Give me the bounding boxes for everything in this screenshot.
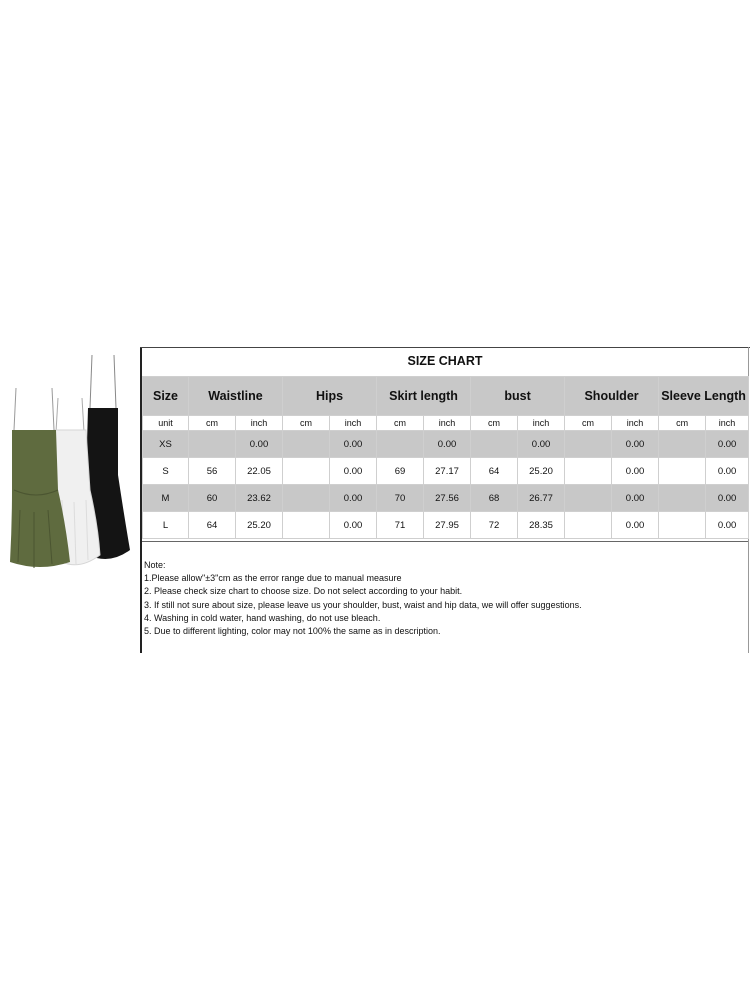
- header-sleeve-length: Sleeve Length: [659, 377, 749, 416]
- table-cell: 56: [189, 458, 236, 485]
- table-cell: [659, 458, 706, 485]
- unit-cell: cm: [565, 416, 612, 431]
- note-item: 5. Due to different lighting, color may not 100% the same as in description.: [144, 626, 441, 637]
- notes-heading: Note:: [144, 560, 166, 570]
- table-cell: 0.00: [424, 431, 471, 458]
- unit-cell: inch: [236, 416, 283, 431]
- unit-cell: cm: [189, 416, 236, 431]
- table-cell: 27.17: [424, 458, 471, 485]
- table-row: [143, 512, 749, 539]
- product-image: [0, 350, 138, 612]
- table-cell: [377, 431, 424, 458]
- table-cell: 0.00: [330, 512, 377, 539]
- table-header-row: [143, 377, 749, 416]
- header-skirt-length: Skirt length: [377, 377, 471, 416]
- unit-cell: cm: [471, 416, 518, 431]
- table-cell: 70: [377, 485, 424, 512]
- size-chart: [140, 347, 750, 653]
- table-cell: [283, 485, 330, 512]
- table-cell: 0.00: [518, 431, 565, 458]
- table-row: [143, 431, 749, 458]
- table-cell: 0.00: [330, 458, 377, 485]
- table-cell: 0.00: [612, 458, 659, 485]
- header-shoulder: Shoulder: [565, 377, 659, 416]
- unit-cell: cm: [283, 416, 330, 431]
- size-label: S: [143, 458, 189, 485]
- unit-cell: unit: [143, 416, 189, 431]
- table-cell: [565, 485, 612, 512]
- table-cell: [659, 485, 706, 512]
- note-item: 4. Washing in cold water, hand washing, do not use bleach.: [144, 612, 381, 623]
- table-cell: [189, 431, 236, 458]
- notes: [144, 559, 744, 638]
- table-cell: [565, 458, 612, 485]
- unit-cell: inch: [706, 416, 749, 431]
- table-cell: 0.00: [706, 485, 749, 512]
- table-cell: 64: [471, 458, 518, 485]
- unit-cell: inch: [612, 416, 659, 431]
- table-cell: [283, 458, 330, 485]
- note-item: 2. Please check size chart to choose size. Do not select according to your habit.: [144, 586, 463, 597]
- header-size: Size: [143, 377, 189, 416]
- table-cell: 22.05: [236, 458, 283, 485]
- table-bottom-border: [142, 541, 748, 542]
- size-label: M: [143, 485, 189, 512]
- unit-cell: inch: [330, 416, 377, 431]
- table-cell: 0.00: [612, 512, 659, 539]
- unit-cell: inch: [518, 416, 565, 431]
- table-cell: [283, 512, 330, 539]
- table-cell: 27.95: [424, 512, 471, 539]
- table-cell: 28.35: [518, 512, 565, 539]
- size-label: XS: [143, 431, 189, 458]
- table-cell: 64: [189, 512, 236, 539]
- table-row: [143, 485, 749, 512]
- table-cell: [659, 512, 706, 539]
- header-hips: Hips: [283, 377, 377, 416]
- table-cell: 0.00: [330, 431, 377, 458]
- unit-cell: cm: [377, 416, 424, 431]
- table-cell: 23.62: [236, 485, 283, 512]
- table-cell: 0.00: [612, 485, 659, 512]
- table-cell: 0.00: [706, 458, 749, 485]
- table-cell: 26.77: [518, 485, 565, 512]
- chart-title: SIZE CHART: [407, 354, 483, 368]
- table-cell: 60: [189, 485, 236, 512]
- table-cell: [565, 431, 612, 458]
- table-cell: 72: [471, 512, 518, 539]
- size-label: L: [143, 512, 189, 539]
- size-table: [142, 376, 749, 539]
- note-item: 3. If still not sure about size, please leave us your shoulder, bust, waist and hip data, we will offer suggestions.: [144, 599, 582, 610]
- unit-cell: cm: [659, 416, 706, 431]
- table-cell: 0.00: [706, 512, 749, 539]
- table-cell: 25.20: [236, 512, 283, 539]
- table-cell: 25.20: [518, 458, 565, 485]
- table-cell: 0.00: [236, 431, 283, 458]
- table-cell: [471, 431, 518, 458]
- table-cell: 71: [377, 512, 424, 539]
- unit-row: [143, 416, 749, 431]
- table-cell: 0.00: [330, 485, 377, 512]
- unit-cell: inch: [424, 416, 471, 431]
- table-cell: 68: [471, 485, 518, 512]
- header-waistline: Waistline: [189, 377, 283, 416]
- table-cell: 0.00: [612, 431, 659, 458]
- table-cell: [659, 431, 706, 458]
- table-cell: [283, 431, 330, 458]
- table-cell: 0.00: [706, 431, 749, 458]
- table-row: [143, 458, 749, 485]
- table-cell: 69: [377, 458, 424, 485]
- table-cell: 27.56: [424, 485, 471, 512]
- header-bust: bust: [471, 377, 565, 416]
- note-item: 1.Please allow"±3"cm as the error range due to manual measure: [144, 573, 402, 584]
- table-cell: [565, 512, 612, 539]
